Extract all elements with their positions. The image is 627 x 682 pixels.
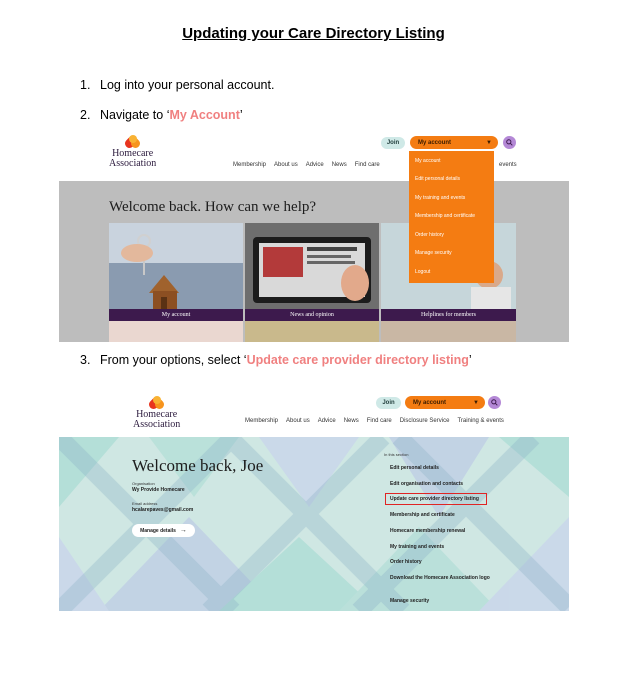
main-nav: [245, 418, 504, 424]
join-button[interactable]: Join: [381, 137, 405, 149]
join-button[interactable]: Join: [376, 397, 401, 409]
side-download-logo[interactable]: Download the Homecare Association logo: [390, 575, 490, 581]
nav-news[interactable]: News: [343, 418, 359, 424]
tile-helplines[interactable]: Helplines for members: [381, 223, 516, 321]
side-update-directory-listing[interactable]: Update care provider directory listing: [390, 496, 479, 502]
organisation-label: Organisation: [132, 481, 155, 486]
step-1: [80, 78, 274, 92]
nav-find-care[interactable]: Find care: [354, 162, 380, 168]
nav-disclosure[interactable]: Disclosure Service: [399, 418, 450, 424]
menu-item-my-account[interactable]: My account: [415, 158, 441, 164]
my-account-dropdown[interactable]: My account ▼: [405, 396, 485, 409]
homecare-logo[interactable]: Homecare Association: [133, 396, 180, 430]
menu-item-logout[interactable]: Logout: [415, 269, 431, 275]
highlight-box: [385, 493, 487, 505]
step-number: 1.: [80, 78, 91, 92]
menu-item-order-history[interactable]: Order history: [415, 232, 444, 238]
nav-events[interactable]: events: [499, 162, 517, 168]
document-title: Updating your Care Directory Listing: [182, 25, 445, 42]
nav-find-care[interactable]: Find care: [366, 418, 392, 424]
step-text: Navigate to ‘My Account’: [100, 108, 243, 122]
side-order-history[interactable]: Order history: [390, 559, 422, 565]
organisation-value: Wy Provide Homecare: [132, 487, 185, 493]
step-number: 2.: [80, 108, 91, 122]
section-label: In this section: [384, 452, 409, 457]
step-text: From your options, select ‘Update care provider directory listing’: [100, 353, 472, 367]
nav-advice[interactable]: Advice: [305, 162, 324, 168]
welcome-heading: Welcome back. How can we help?: [109, 199, 317, 215]
tile-my-account[interactable]: My account: [109, 223, 243, 321]
highlighted-term: Update care provider directory listing: [246, 353, 469, 367]
nav-about[interactable]: About us: [286, 418, 310, 424]
logo-icon: [149, 396, 165, 410]
menu-item-edit-personal[interactable]: Edit personal details: [415, 176, 461, 182]
account-dropdown-menu: [409, 151, 494, 283]
nav-advice[interactable]: Advice: [317, 418, 336, 424]
step-number: 3.: [80, 353, 91, 367]
strip-image-2: [245, 321, 379, 342]
screenshot-account-dashboard: [59, 392, 569, 611]
main-nav: [233, 162, 380, 168]
search-button[interactable]: [503, 136, 516, 149]
side-training[interactable]: My training and events: [390, 544, 445, 550]
menu-item-training[interactable]: My training and events: [415, 195, 466, 201]
step-3: [80, 353, 472, 367]
house-keys-image: [109, 223, 243, 321]
highlighted-term: My Account: [169, 108, 240, 122]
search-icon: [491, 399, 498, 406]
strip-image-3: [381, 321, 516, 342]
manage-details-button[interactable]: Manage details →: [132, 524, 195, 537]
menu-item-membership[interactable]: Membership and certificate: [415, 213, 476, 219]
search-icon: [506, 139, 513, 146]
homecare-logo[interactable]: Homecare Association: [109, 135, 156, 169]
step-2: [80, 108, 243, 122]
nav-membership[interactable]: Membership: [233, 162, 267, 168]
arrow-right-icon: →: [179, 527, 187, 534]
chevron-down-icon: ▼: [486, 139, 492, 146]
nav-membership[interactable]: Membership: [245, 418, 279, 424]
side-renewal[interactable]: Homecare membership renewal: [390, 528, 466, 534]
logo-icon: [125, 135, 141, 149]
welcome-heading: Welcome back, Joe: [132, 456, 264, 475]
nav-about[interactable]: About us: [274, 162, 298, 168]
menu-item-security[interactable]: Manage security: [415, 250, 452, 256]
nav-training-events[interactable]: Training & events: [457, 418, 504, 424]
chevron-down-icon: ▼: [473, 399, 479, 406]
side-edit-personal[interactable]: Edit personal details: [390, 465, 439, 471]
tile-news[interactable]: News and opinion: [245, 223, 379, 321]
screenshot-my-account-menu: [59, 131, 569, 342]
email-value: hcalarepaves@gmail.com: [132, 507, 194, 513]
nav-news[interactable]: News: [331, 162, 347, 168]
email-label: Email address: [132, 501, 158, 506]
search-button[interactable]: [488, 396, 501, 409]
side-manage-security[interactable]: Manage security: [390, 598, 430, 604]
side-membership[interactable]: Membership and certificate: [390, 512, 455, 518]
side-edit-organisation[interactable]: Edit organisation and contacts: [390, 481, 464, 487]
my-account-dropdown[interactable]: My account ▼: [410, 136, 498, 149]
step-text: Log into your personal account.: [100, 78, 275, 92]
strip-image-1: [109, 321, 243, 342]
tablet-news-image: [245, 223, 379, 321]
